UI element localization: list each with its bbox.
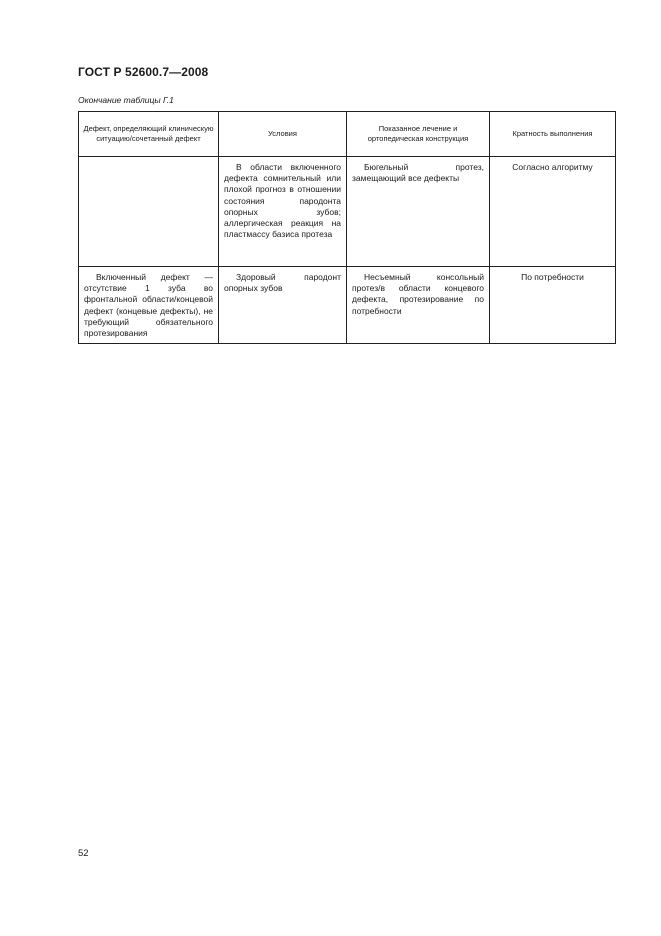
- table-header-row: [79, 112, 616, 157]
- cell-conditions: В области включенного дефекта сомнительный или плохой прогноз в отношении состояния пародонта опорных зубов; аллергическая реакция на пластмассу базиса протеза: [219, 157, 347, 267]
- table-row: [79, 267, 616, 344]
- header-treatment: Показанное лечение и ортопедическая конструкция: [347, 112, 490, 157]
- cell-frequency: По потребности: [490, 267, 616, 344]
- table-row: [79, 157, 616, 267]
- cell-defect: Включенный дефект — отсутствие 1 зуба во фронтальной области/концевой дефект (концевые дефекты), не требующий обязательного протезирования: [79, 267, 219, 344]
- header-defect: Дефект, определяющий клиническую ситуацию/сочетанный дефект: [79, 112, 219, 157]
- cell-frequency: Согласно алгоритму: [490, 157, 616, 267]
- spec-table: [78, 111, 616, 344]
- cell-conditions: Здоровый пародонт опорных зубов: [219, 267, 347, 344]
- cell-defect: [79, 157, 219, 267]
- cell-treatment: Несъемный консольный протез/в области концевого дефекта, протезирование по потребности: [347, 267, 490, 344]
- page-number: 52: [78, 848, 89, 859]
- header-frequency: Кратность выполнения: [490, 112, 616, 157]
- table-caption: Окончание таблицы Г.1: [78, 95, 174, 105]
- document-code: ГОСТ Р 52600.7—2008: [78, 65, 209, 79]
- cell-treatment: Бюгельный протез, замещающий все дефекты: [347, 157, 490, 267]
- header-conditions: Условия: [219, 112, 347, 157]
